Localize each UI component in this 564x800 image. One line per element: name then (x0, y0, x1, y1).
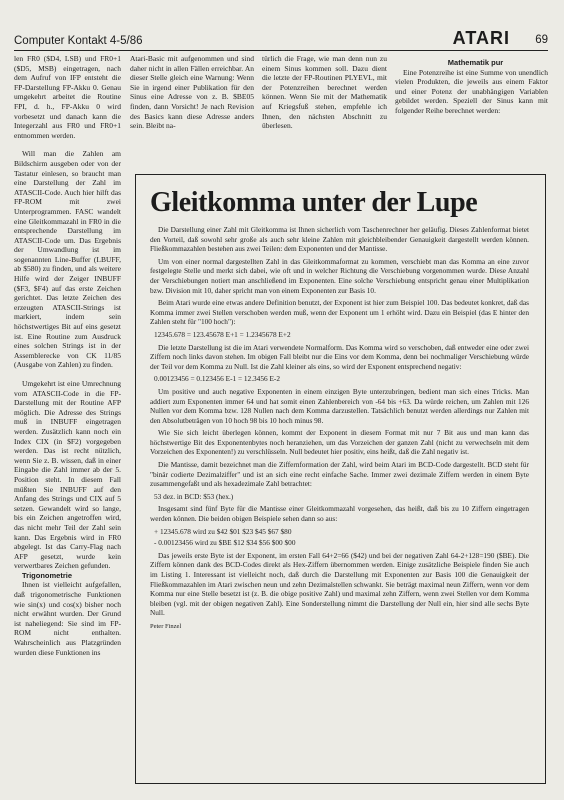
paragraph: Das jeweils erste Byte ist der Exponent, im ersten Fall 64+2=66 ($42) und bei der negativen Zahl 64-2+128=190 ($BE). Die Ziffern können dank des BCD-Codes direkt als Hex-Ziffern übernommen werden. Einige zusätzliche Beispiele finden Sie auch im Listing 1. Interessant ist vielleicht noch, daß durch die Darstellung mit Exponenten zur Basis 100 die Genauigkeit der Fließkommazahlen im Atari zwischen neun und zehn Dezimalstellen schwankt. Sie beträgt maximal neun Ziffern, wenn vor dem Komma nur eine Stelle besetzt ist (z. B. die obige positive Zahl) und maximal zehn Ziffern, wenn zwei Stellen vor dem Komma bleiben (vgl. mit der obigen negativen Zahl). Eine Sonderstellung nimmt die Darstellung der Null ein, hier sind alle sechs Byte Null. (150, 550, 529, 618)
brand-label: ATARI (452, 28, 510, 48)
section-heading: Trigonometrie (22, 570, 73, 580)
paragraph: len FR0 ($D4, LSB) und FR0+1 ($D5, MSB) eingetragen, nach dem Aufruf von IFP entsteht die FP-Darstellung FP-Akku 0. Genau umgekehrt arbeitet die Routine FPI, d. h., FP-Akku 0 wird vorbesetzt und danach kann die Integerzahl aus FR0 und FR0+1 entnommen werden. (14, 54, 121, 140)
paragraph: Eine Potenzreihe ist eine Summe von unendlich vielen Produkten, die jeweils aus einem Faktor und einer Potenz der unabhängigen Variablen gebildet werden. Speziell der Sinus kann mit folgender Reihe berechnet werden: (395, 67, 548, 115)
section-heading: Mathematik pur (447, 58, 504, 67)
paragraph: Will man die Zahlen am Bildschirm ausgeben oder von der Tastatur einlesen, so braucht man eine Darstellung der Zahl im ATASCII-Code. Auch hier hilft das FP-ROM mit zwei Unterprogrammen. FASC wandelt eine Gleitkommazahl in FR0 in die entsprechende Darstellung im ATASCII-Code um. Das Ergebnis der Umwandlung ist im sogenannten Line-Buffer (LBUFF, ab $580) zu finden, und als weitere Hilfe wird der Zeiger INBUFF ($F3, $F4) auf das erste Zeichen gerichtet. Das letzte Zeichen des erzeugten ATASCII-Strings ist markiert, indem sein höchstwertiges Bit auf eins gesetzt ist. Eine Routine zum Ausdruck eines solchen Strings ist in der Assemblerecke von CK 11/85 (Ausgabe von Zahlen) zu finden. (14, 149, 121, 370)
paragraph: Um von einer normal dargestellten Zahl in das Gleitkommaformat zu kommen, verschiebt man das Komma an eine zuvor festgelegte Stelle und merkt sich dabei, wie oft und in welcher Richtung die Verschiebung vorgenommen wurde. Diese Anzahl der Verschiebungen notiert man anschließend im Exponenten. Eine solche Verschiebung entspricht genau einer Multiplikation bzw. Division mit 10, daher spricht man von einem Exponenten zur Basis 10. (150, 256, 529, 295)
author-byline: Peter Finzel (150, 622, 182, 630)
article-box (135, 174, 546, 784)
example-line: - 0.00123456 wird zu $BE $12 $34 $56 $00 $00 (154, 538, 296, 548)
paragraph: Wie Sie sich leicht überlegen können, kommt der Exponent in diesem Format mit nur 7 Bit aus und man kann das höchstwertige Bit des Exponentenbytes noch heranziehen, um das Vorzeichen der ganzen Zahl (nicht zu verwechseln mit dem Vorzeichen des Exponenten!) zu verschlüsseln. Null bedeutet hier positiv, eins heißt, daß die Zahl negativ ist. (150, 428, 529, 457)
page-number: 69 (535, 34, 548, 46)
example-line: + 12345.678 wird zu $42 $01 $23 $45 $67 $80 (154, 526, 292, 536)
article-body (136, 219, 545, 632)
text-column-1 (14, 54, 121, 796)
example-line: 0.00123456 = 0.123456 E-1 = 12.3456 E-2 (154, 374, 280, 384)
text-column-3 (262, 54, 387, 169)
magazine-title: Computer Kontakt 4-5/86 (14, 35, 143, 47)
example-line: 53 dez. in BCD: $53 (hex.) (154, 491, 234, 501)
page-header (14, 30, 548, 51)
paragraph: Beim Atari wurde eine etwas andere Definition benutzt, der Exponent ist hier zum Beispiel 100. Das bedeutet konkret, daß das Komma immer zwei Stellen verschoben werden muß, wenn der Exponent um 1 erhöht wird. Dazu ein Beispiel (das E hinter den Zahlen steht für "100 hoch"): (150, 298, 529, 327)
text-column-2 (130, 54, 254, 169)
paragraph: Ihnen ist vielleicht aufgefallen, daß trigonometrische Funktionen wie sin(x) und cos(x) bisher noch nicht erwähnt wurden. Der Grund ist naheliegend: Sie sind im FP-ROM nicht enthalten. Wahrscheinlich aus Platzgründen wurden diese Funktionen ins (14, 580, 121, 657)
paragraph: Die Darstellung einer Zahl mit Gleitkomma ist Ihnen sicherlich vom Taschenrechner her geläufig. Dieses Zahlenformat bietet den Vorteil, daß sowohl sehr große als auch sehr kleine Zahlen mit gleichbleibender Genauigkeit dargestellt werden können. Fließkommazahlen bestehen aus zwei Teilen: dem Exponenten und der Mantisse. (150, 225, 529, 254)
example-line: 12345.678 = 123.45678 E+1 = 1.2345678 E+2 (154, 329, 291, 339)
paragraph: Atari-Basic mit aufgenommen und sind daher nicht in allen Fällen erreichbar. An dieser Stelle gleich eine Warnung: Wenn Sie in irgend einer Publikation für den Sinus eine Adresse von z. B. $BE05 finden, dann Vorsicht! Je nach Revision des Basics kann diese Adresse anders sein. Bleibt na- (130, 54, 254, 131)
text-column-4 (395, 54, 548, 169)
article-title: Gleitkomma unter der Lupe (150, 187, 478, 218)
paragraph: Die Mantisse, damit bezeichnet man die Ziffernformation der Zahl, wird beim Atari im BCD-Code dargestellt. BCD steht für "binär codierte Dezimalziffer" und ist an sich eine recht einfache Sache. Immer zwei dezimale Ziffern werden in einem Byte zusammengefaßt und als hexadezimale Zahl betrachtet: (150, 460, 529, 489)
paragraph: Um positive und auch negative Exponenten in einem einzigen Byte unterzubringen, bedient man sich eines Tricks. Man addiert zum Exponenten immer 64 und hat somit einen Zahlenbereich von -64 bis +63. Da würde reichen, um Zahlen mit 126 Nullen vor dem Komma bzw. 128 Nullen nach dem Komma darzustellen. Tatsächlich benutzt werden allerdings nur Zahlen mit den Absolutbeträgen von 10 hoch 98 bis 10 hoch minus 98. (150, 386, 529, 425)
paragraph: Umgekehrt ist eine Umrechnung vom ATASCII-Code in die FP-Darstellung mit der Routine AFP möglich. Die Adresse des Strings muß in INBUFF eingetragen werden. Zusätzlich kann noch ein Index CIX (in $F2) vorgegeben werden. Das ist recht nützlich, wenn Sie z. B. wissen, daß in einer Eingabe die Zahl immer ab der 5. Position steht. In diesem Fall müßten Sie INBUFF auf den Anfang des Strings und CIX auf 5 setzen. Gewandelt wird so lange, bis ein Zeichen angetroffen wird, das nicht mehr Teil der Zahl sein kann. Das Ergebnis wird in FR0 abgelegt. Ist das Carry-Flag nach AFP gesetzt, wurde kein verwertbares Zeichen gefunden. (14, 379, 121, 571)
paragraph: türlich die Frage, wie man denn nun zu einem Sinus kommen soll. Dazu dient die letzte der FP-Routinen PLYEVL, mit der Potenzreihen berechnet werden können. Wenn Sie mit der Mathematik auf Kriegsfuß stehen, empfehle ich Ihnen, den nächsten Abschnitt zu überlesen. (262, 54, 387, 131)
paragraph: Insgesamt sind fünf Byte für die Mantisse einer Gleitkommazahl vorgesehen, das heißt, daß bis zu 10 Ziffern eingetragen werden können. Die beiden obigen Beispiele sehen dann so aus: (150, 504, 529, 524)
paragraph: Die letzte Darstellung ist die im Atari verwendete Normalform. Das Komma wird so verschoben, daß entweder eine oder zwei Ziffern noch links davon stehen. Im obigen Fall bleibt nur die Eins vor dem Komma, denn bei nochmaliger Verschiebung würde der Teil vor dem Komma zu Null. Ist die Zahl kleiner als eins, so wird der Exponent entsprechend negativ: (150, 342, 529, 371)
